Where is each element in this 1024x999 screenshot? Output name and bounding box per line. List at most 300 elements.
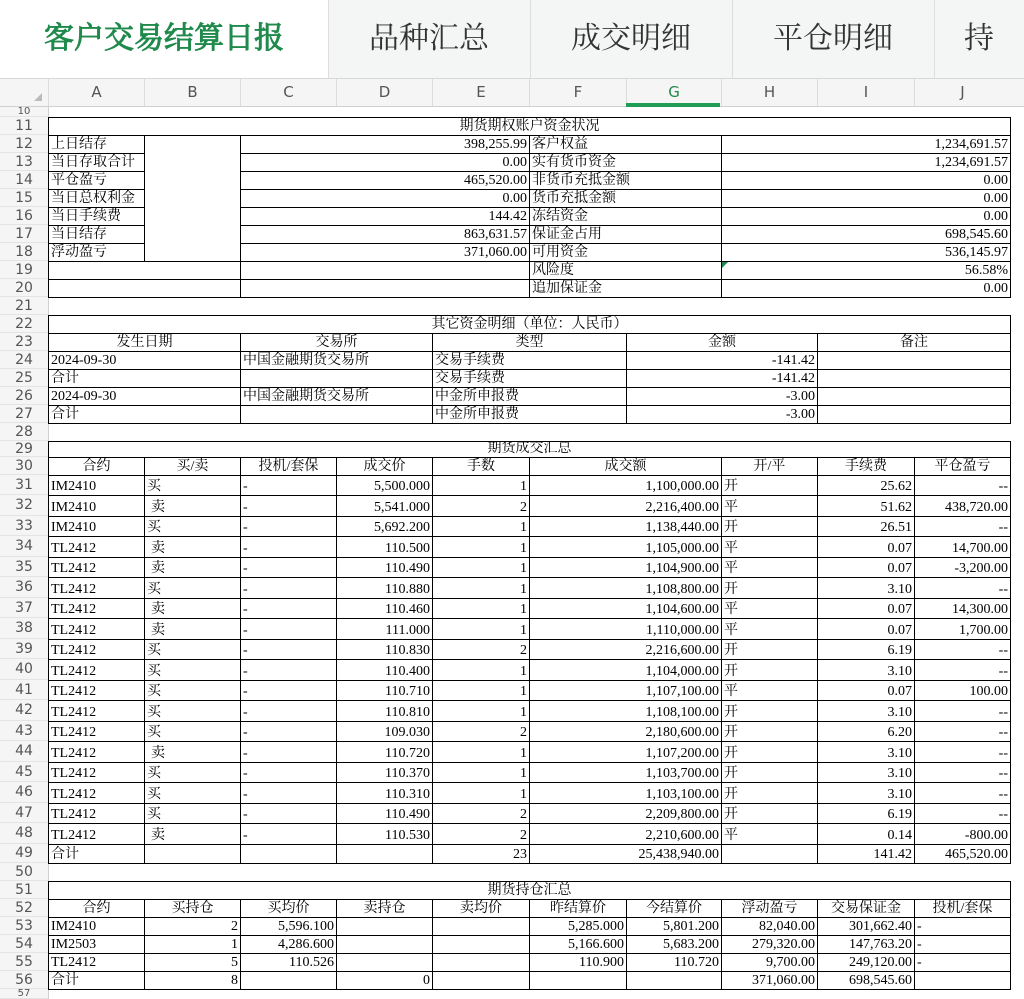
trade-fee-cell[interactable]: 51.62 — [817, 495, 915, 517]
trade-fee-cell[interactable]: 3.10 — [817, 659, 915, 681]
cell-E25[interactable]: 交易手续费 — [432, 369, 627, 388]
position-cell[interactable]: 1 — [144, 935, 241, 954]
trade-total-fee[interactable]: 141.42 — [817, 844, 915, 864]
trade-open-close-cell[interactable]: 开 — [721, 639, 818, 660]
trade-pnl-cell[interactable]: -- — [914, 762, 1011, 783]
trade-hedge-cell[interactable]: - — [240, 659, 337, 681]
cell-I30[interactable]: 手续费 — [817, 457, 915, 476]
position-cell[interactable] — [432, 917, 530, 936]
cell-A23[interactable]: 发生日期 — [48, 333, 241, 352]
sheet-tab[interactable]: 成交明细 — [530, 0, 733, 78]
position-cell[interactable]: 5,801.200 — [626, 917, 722, 936]
trade-side-cell[interactable]: 买 — [144, 700, 241, 722]
position-cell[interactable]: 82,040.00 — [721, 917, 818, 936]
cell-A30[interactable]: 合约 — [48, 457, 145, 476]
trade-price-cell[interactable]: 110.490 — [336, 803, 433, 824]
position-cell[interactable] — [914, 971, 1011, 990]
row-header-35[interactable]: 35 — [0, 557, 48, 577]
trade-fee-cell[interactable]: 3.10 — [817, 741, 915, 763]
cell-H30[interactable]: 开/平 — [721, 457, 818, 476]
column-header-A[interactable]: A — [48, 79, 144, 106]
trade-contract-cell[interactable]: TL2412 — [48, 639, 145, 660]
positions-header-cell[interactable]: 合约 — [48, 899, 145, 918]
trade-contract-cell[interactable]: TL2412 — [48, 557, 145, 578]
position-cell[interactable] — [336, 935, 433, 954]
trade-pnl-cell[interactable]: 1,700.00 — [914, 618, 1011, 640]
row-header-33[interactable]: 33 — [0, 516, 48, 536]
column-header-E[interactable]: E — [432, 79, 529, 106]
trade-lots-cell[interactable]: 2 — [432, 803, 530, 824]
trade-hedge-cell[interactable]: - — [240, 598, 337, 619]
position-cell[interactable] — [240, 971, 337, 990]
trade-side-cell[interactable]: 卖 — [144, 495, 241, 517]
row-header-11[interactable]: 11 — [0, 117, 48, 135]
cell-C15[interactable]: 0.00 — [240, 189, 530, 208]
trade-hedge-cell[interactable]: - — [240, 782, 337, 804]
cell-A15[interactable]: 当日总权利金 — [48, 189, 145, 208]
cell-E27[interactable]: 中金所申报费 — [432, 405, 627, 424]
column-header-F[interactable]: F — [529, 79, 626, 106]
trade-pnl-cell[interactable]: -- — [914, 577, 1011, 599]
row-header-36[interactable]: 36 — [0, 577, 48, 598]
positions-title[interactable]: 期货持仓汇总 — [48, 881, 1011, 900]
position-cell[interactable]: 0 — [336, 971, 433, 990]
trade-lots-cell[interactable]: 1 — [432, 618, 530, 640]
row-header-43[interactable]: 43 — [0, 721, 48, 741]
trade-side-cell[interactable]: 买 — [144, 782, 241, 804]
row-header-17[interactable]: 17 — [0, 225, 48, 243]
positions-header-cell[interactable]: 今结算价 — [626, 899, 722, 918]
cell-F13[interactable]: 实有货币资金 — [529, 153, 722, 172]
cell-H49[interactable] — [721, 844, 818, 864]
trade-contract-cell[interactable]: TL2412 — [48, 762, 145, 783]
cell-E26[interactable]: 中金所申报费 — [432, 387, 627, 406]
row-header-46[interactable]: 46 — [0, 782, 48, 803]
trade-price-cell[interactable]: 110.810 — [336, 700, 433, 722]
trade-lots-cell[interactable]: 1 — [432, 762, 530, 783]
trade-open-close-cell[interactable]: 平 — [721, 680, 818, 701]
cell-A24[interactable]: 2024-09-30 — [48, 351, 241, 370]
trade-price-cell[interactable]: 111.000 — [336, 618, 433, 640]
trade-open-close-cell[interactable]: 平 — [721, 598, 818, 619]
column-header-J[interactable]: J — [914, 79, 1010, 106]
sheet-tab[interactable]: 持 — [934, 0, 1024, 78]
trade-side-cell[interactable]: 卖 — [144, 598, 241, 619]
row-header-19[interactable]: 19 — [0, 261, 48, 279]
row-header-42[interactable]: 42 — [0, 700, 48, 721]
trade-open-close-cell[interactable]: 平 — [721, 536, 818, 558]
cell-H19[interactable]: 56.58% — [721, 261, 1011, 280]
trade-lots-cell[interactable]: 1 — [432, 680, 530, 701]
position-cell[interactable]: 8 — [144, 971, 241, 990]
row-header-15[interactable]: 15 — [0, 189, 48, 207]
trade-hedge-cell[interactable]: - — [240, 721, 337, 742]
trade-price-cell[interactable]: 110.880 — [336, 577, 433, 599]
trade-lots-cell[interactable]: 1 — [432, 741, 530, 763]
cell-J30[interactable]: 平仓盈亏 — [914, 457, 1011, 476]
trade-open-close-cell[interactable]: 开 — [721, 475, 818, 496]
row-header-30[interactable]: 30 — [0, 457, 48, 475]
trade-fee-cell[interactable]: 6.19 — [817, 803, 915, 824]
cell-F14[interactable]: 非货币充抵金额 — [529, 171, 722, 190]
trade-fee-cell[interactable]: 26.51 — [817, 516, 915, 537]
row-header-39[interactable]: 39 — [0, 639, 48, 659]
trade-amount-cell[interactable]: 2,216,600.00 — [529, 639, 722, 660]
trade-price-cell[interactable]: 5,692.200 — [336, 516, 433, 537]
trade-fee-cell[interactable]: 0.07 — [817, 598, 915, 619]
trade-amount-cell[interactable]: 2,209,800.00 — [529, 803, 722, 824]
cell-A18[interactable]: 浮动盈亏 — [48, 243, 145, 262]
trade-side-cell[interactable]: 买 — [144, 475, 241, 496]
cell-C49[interactable] — [240, 844, 337, 864]
trade-contract-cell[interactable]: TL2412 — [48, 577, 145, 599]
position-cell[interactable]: - — [914, 917, 1011, 936]
positions-header-cell[interactable]: 卖均价 — [432, 899, 530, 918]
row-header-50[interactable]: 50 — [0, 863, 48, 881]
trade-open-close-cell[interactable]: 平 — [721, 823, 818, 845]
positions-header-cell[interactable]: 买均价 — [240, 899, 337, 918]
position-cell[interactable]: 2 — [144, 917, 241, 936]
sheet-tab[interactable]: 客户交易结算日报 — [0, 0, 329, 78]
row-header-23[interactable]: 23 — [0, 333, 48, 351]
trade-side-cell[interactable]: 买 — [144, 577, 241, 599]
cell-C18[interactable]: 371,060.00 — [240, 243, 530, 262]
row-header-25[interactable]: 25 — [0, 369, 48, 387]
row-header-14[interactable]: 14 — [0, 171, 48, 189]
cell-F20[interactable]: 追加保证金 — [529, 279, 722, 298]
cell-H14[interactable]: 0.00 — [721, 171, 1011, 190]
position-cell[interactable] — [336, 917, 433, 936]
cell-H13[interactable]: 1,234,691.57 — [721, 153, 1011, 172]
trade-pnl-cell[interactable]: 14,300.00 — [914, 598, 1011, 619]
position-cell[interactable]: 5,683.200 — [626, 935, 722, 954]
row-header-52[interactable]: 52 — [0, 899, 48, 917]
trade-side-cell[interactable]: 买 — [144, 639, 241, 660]
trade-fee-cell[interactable]: 0.07 — [817, 557, 915, 578]
trade-amount-cell[interactable]: 2,216,400.00 — [529, 495, 722, 517]
trade-lots-cell[interactable]: 1 — [432, 782, 530, 804]
cell-G27[interactable]: -3.00 — [626, 405, 818, 424]
row-header-48[interactable]: 48 — [0, 823, 48, 844]
row-header-18[interactable]: 18 — [0, 243, 48, 261]
trade-side-cell[interactable]: 卖 — [144, 618, 241, 640]
position-cell[interactable]: 5,596.100 — [240, 917, 337, 936]
trade-open-close-cell[interactable]: 平 — [721, 495, 818, 517]
cell-C13[interactable]: 0.00 — [240, 153, 530, 172]
trade-side-cell[interactable]: 买 — [144, 659, 241, 681]
positions-header-cell[interactable]: 浮动盈亏 — [721, 899, 818, 918]
trade-side-cell[interactable]: 买 — [144, 680, 241, 701]
trade-price-cell[interactable]: 110.370 — [336, 762, 433, 783]
trade-pnl-cell[interactable]: -- — [914, 803, 1011, 824]
position-cell[interactable]: 9,700.00 — [721, 953, 818, 972]
position-cell[interactable]: 698,545.60 — [817, 971, 915, 990]
positions-header-cell[interactable]: 投机/套保 — [914, 899, 1011, 918]
trade-contract-cell[interactable]: TL2412 — [48, 598, 145, 619]
trade-hedge-cell[interactable]: - — [240, 516, 337, 537]
row-header-45[interactable]: 45 — [0, 762, 48, 782]
trade-pnl-cell[interactable]: -- — [914, 659, 1011, 681]
positions-header-cell[interactable]: 卖持仓 — [336, 899, 433, 918]
row-header-16[interactable]: 16 — [0, 207, 48, 225]
cell-F18[interactable]: 可用资金 — [529, 243, 722, 262]
cell-F17[interactable]: 保证金占用 — [529, 225, 722, 244]
row-header-12[interactable]: 12 — [0, 135, 48, 153]
cell-G26[interactable]: -3.00 — [626, 387, 818, 406]
trade-price-cell[interactable]: 110.400 — [336, 659, 433, 681]
trade-lots-cell[interactable]: 2 — [432, 823, 530, 845]
cell-F30[interactable]: 成交额 — [529, 457, 722, 476]
trade-contract-cell[interactable]: TL2412 — [48, 536, 145, 558]
position-cell[interactable]: 301,662.40 — [817, 917, 915, 936]
trade-fee-cell[interactable]: 6.20 — [817, 721, 915, 742]
trade-lots-cell[interactable]: 1 — [432, 536, 530, 558]
cell-F16[interactable]: 冻结资金 — [529, 207, 722, 226]
trade-fee-cell[interactable]: 0.14 — [817, 823, 915, 845]
trade-open-close-cell[interactable]: 开 — [721, 762, 818, 783]
row-header-57[interactable]: 57 — [0, 989, 48, 999]
trade-pnl-cell[interactable]: -- — [914, 721, 1011, 742]
position-cell[interactable]: 合计 — [48, 971, 145, 990]
cell-E30[interactable]: 手数 — [432, 457, 530, 476]
trade-open-close-cell[interactable]: 平 — [721, 557, 818, 578]
row-header-31[interactable]: 31 — [0, 475, 48, 495]
trade-amount-cell[interactable]: 2,180,600.00 — [529, 721, 722, 742]
trade-open-close-cell[interactable]: 开 — [721, 803, 818, 824]
row-header-44[interactable]: 44 — [0, 741, 48, 762]
trade-price-cell[interactable]: 110.530 — [336, 823, 433, 845]
row-header-38[interactable]: 38 — [0, 618, 48, 639]
trade-lots-cell[interactable]: 2 — [432, 721, 530, 742]
trade-hedge-cell[interactable]: - — [240, 495, 337, 517]
cell-C26[interactable]: 中国金融期货交易所 — [240, 387, 433, 406]
positions-header-cell[interactable]: 交易保证金 — [817, 899, 915, 918]
trade-hedge-cell[interactable]: - — [240, 577, 337, 599]
trade-lots-cell[interactable]: 1 — [432, 598, 530, 619]
trade-price-cell[interactable]: 110.310 — [336, 782, 433, 804]
trade-contract-cell[interactable]: TL2412 — [48, 823, 145, 845]
trade-fee-cell[interactable]: 0.07 — [817, 618, 915, 640]
cell-I25[interactable] — [817, 369, 1011, 388]
position-cell[interactable] — [432, 953, 530, 972]
trade-open-close-cell[interactable]: 开 — [721, 700, 818, 722]
cell-A14[interactable]: 平仓盈亏 — [48, 171, 145, 190]
row-header-56[interactable]: 56 — [0, 971, 48, 989]
cell-F12[interactable]: 客户权益 — [529, 135, 722, 154]
trade-total-amount[interactable]: 25,438,940.00 — [529, 844, 722, 864]
cell-I24[interactable] — [817, 351, 1011, 370]
trade-pnl-cell[interactable]: -- — [914, 516, 1011, 537]
trade-side-cell[interactable]: 卖 — [144, 536, 241, 558]
trade-pnl-cell[interactable]: -- — [914, 475, 1011, 496]
trade-contract-cell[interactable]: TL2412 — [48, 741, 145, 763]
trade-fee-cell[interactable]: 3.10 — [817, 782, 915, 804]
row-header-51[interactable]: 51 — [0, 881, 48, 899]
trade-total-lots[interactable]: 23 — [432, 844, 530, 864]
position-cell[interactable]: 279,320.00 — [721, 935, 818, 954]
trade-contract-cell[interactable]: TL2412 — [48, 680, 145, 701]
sheet-tab[interactable]: 品种汇总 — [328, 0, 531, 78]
row-header-26[interactable]: 26 — [0, 387, 48, 405]
cell-A27[interactable]: 合计 — [48, 405, 241, 424]
column-header-D[interactable]: D — [336, 79, 432, 106]
row-header-32[interactable]: 32 — [0, 495, 48, 516]
cell-C20[interactable] — [240, 279, 530, 298]
trade-price-cell[interactable]: 5,541.000 — [336, 495, 433, 517]
cell-D49[interactable] — [336, 844, 433, 864]
trade-pnl-cell[interactable]: 438,720.00 — [914, 495, 1011, 517]
trade-hedge-cell[interactable]: - — [240, 557, 337, 578]
position-cell[interactable]: IM2410 — [48, 917, 145, 936]
position-cell[interactable]: 371,060.00 — [721, 971, 818, 990]
position-cell[interactable] — [432, 935, 530, 954]
cell-H20[interactable]: 0.00 — [721, 279, 1011, 298]
trade-pnl-cell[interactable]: -800.00 — [914, 823, 1011, 845]
cell-F19[interactable]: 风险度 — [529, 261, 722, 280]
trade-open-close-cell[interactable]: 开 — [721, 577, 818, 599]
trade-amount-cell[interactable]: 1,104,900.00 — [529, 557, 722, 578]
row-header-29[interactable]: 29 — [0, 441, 48, 457]
cell-A13[interactable]: 当日存取合计 — [48, 153, 145, 172]
position-cell[interactable]: 5,166.600 — [529, 935, 627, 954]
row-header-53[interactable]: 53 — [0, 917, 48, 935]
trade-price-cell[interactable]: 110.830 — [336, 639, 433, 660]
trade-fee-cell[interactable]: 0.07 — [817, 536, 915, 558]
cell-H16[interactable]: 0.00 — [721, 207, 1011, 226]
cell-G24[interactable]: -141.42 — [626, 351, 818, 370]
cell-A12[interactable]: 上日结存 — [48, 135, 145, 154]
row-header-54[interactable]: 54 — [0, 935, 48, 953]
cell-A11[interactable]: 期货期权账户资金状况 — [48, 117, 1011, 136]
trade-lots-cell[interactable]: 2 — [432, 639, 530, 660]
position-cell[interactable]: 110.900 — [529, 953, 627, 972]
trade-side-cell[interactable]: 买 — [144, 762, 241, 783]
position-cell[interactable]: 249,120.00 — [817, 953, 915, 972]
trade-hedge-cell[interactable]: - — [240, 762, 337, 783]
trade-open-close-cell[interactable]: 开 — [721, 516, 818, 537]
position-cell[interactable]: - — [914, 935, 1011, 954]
trade-open-close-cell[interactable]: 开 — [721, 782, 818, 804]
trade-hedge-cell[interactable]: - — [240, 700, 337, 722]
row-header-47[interactable]: 47 — [0, 803, 48, 823]
trade-lots-cell[interactable]: 1 — [432, 659, 530, 681]
position-cell[interactable]: IM2503 — [48, 935, 145, 954]
trade-pnl-cell[interactable]: 14,700.00 — [914, 536, 1011, 558]
trade-lots-cell[interactable]: 1 — [432, 577, 530, 599]
column-header-G[interactable]: G — [626, 79, 721, 106]
trade-amount-cell[interactable]: 1,100,000.00 — [529, 475, 722, 496]
position-cell[interactable]: 110.720 — [626, 953, 722, 972]
trade-amount-cell[interactable]: 1,103,700.00 — [529, 762, 722, 783]
trade-amount-cell[interactable]: 1,107,100.00 — [529, 680, 722, 701]
trade-contract-cell[interactable]: IM2410 — [48, 516, 145, 537]
trade-price-cell[interactable]: 110.720 — [336, 741, 433, 763]
trade-lots-cell[interactable]: 2 — [432, 495, 530, 517]
trade-side-cell[interactable]: 卖 — [144, 557, 241, 578]
trade-fee-cell[interactable]: 3.10 — [817, 577, 915, 599]
trade-price-cell[interactable]: 110.490 — [336, 557, 433, 578]
row-header-55[interactable]: 55 — [0, 953, 48, 971]
trade-contract-cell[interactable]: TL2412 — [48, 700, 145, 722]
row-header-13[interactable]: 13 — [0, 153, 48, 171]
cell-E23[interactable]: 类型 — [432, 333, 627, 352]
row-header-49[interactable]: 49 — [0, 844, 48, 863]
position-cell[interactable] — [432, 971, 530, 990]
trade-hedge-cell[interactable]: - — [240, 536, 337, 558]
trade-fee-cell[interactable]: 3.10 — [817, 700, 915, 722]
sheet-tab[interactable]: 平仓明细 — [732, 0, 935, 78]
row-header-40[interactable]: 40 — [0, 659, 48, 680]
trade-contract-cell[interactable]: TL2412 — [48, 721, 145, 742]
cell-A16[interactable]: 当日手续费 — [48, 207, 145, 226]
row-header-20[interactable]: 20 — [0, 279, 48, 297]
cell-C23[interactable]: 交易所 — [240, 333, 433, 352]
trade-hedge-cell[interactable]: - — [240, 475, 337, 496]
cell-A22[interactable]: 其它资金明细（单位：人民币） — [48, 315, 1011, 334]
trade-lots-cell[interactable]: 1 — [432, 557, 530, 578]
position-cell[interactable] — [529, 971, 627, 990]
row-header-10[interactable]: 10 — [0, 107, 48, 117]
position-cell[interactable] — [626, 971, 722, 990]
trade-side-cell[interactable]: 买 — [144, 721, 241, 742]
column-header-I[interactable]: I — [817, 79, 914, 106]
cell-A29[interactable]: 期货成交汇总 — [48, 441, 1011, 458]
trade-lots-cell[interactable]: 1 — [432, 516, 530, 537]
cell-E24[interactable]: 交易手续费 — [432, 351, 627, 370]
trade-price-cell[interactable]: 5,500.000 — [336, 475, 433, 496]
trade-open-close-cell[interactable]: 开 — [721, 721, 818, 742]
trade-amount-cell[interactable]: 1,110,000.00 — [529, 618, 722, 640]
column-header-H[interactable]: H — [721, 79, 817, 106]
trade-side-cell[interactable]: 买 — [144, 516, 241, 537]
cell-G25[interactable]: -141.42 — [626, 369, 818, 388]
trade-pnl-cell[interactable]: 100.00 — [914, 680, 1011, 701]
trade-amount-cell[interactable]: 1,107,200.00 — [529, 741, 722, 763]
trade-side-cell[interactable]: 买 — [144, 803, 241, 824]
trade-price-cell[interactable]: 109.030 — [336, 721, 433, 742]
row-header-21[interactable]: 21 — [0, 297, 48, 315]
trade-amount-cell[interactable]: 2,210,600.00 — [529, 823, 722, 845]
trade-contract-cell[interactable]: IM2410 — [48, 475, 145, 496]
trade-hedge-cell[interactable]: - — [240, 618, 337, 640]
position-cell[interactable]: 5 — [144, 953, 241, 972]
position-cell[interactable]: 147,763.20 — [817, 935, 915, 954]
trade-price-cell[interactable]: 110.460 — [336, 598, 433, 619]
row-header-37[interactable]: 37 — [0, 598, 48, 618]
trade-amount-cell[interactable]: 1,104,000.00 — [529, 659, 722, 681]
trade-fee-cell[interactable]: 3.10 — [817, 762, 915, 783]
cell-C16[interactable]: 144.42 — [240, 207, 530, 226]
trade-contract-cell[interactable]: TL2412 — [48, 618, 145, 640]
trade-amount-cell[interactable]: 1,108,100.00 — [529, 700, 722, 722]
position-cell[interactable] — [336, 953, 433, 972]
cell-H18[interactable]: 536,145.97 — [721, 243, 1011, 262]
cell-C24[interactable]: 中国金融期货交易所 — [240, 351, 433, 370]
trade-amount-cell[interactable]: 1,104,600.00 — [529, 598, 722, 619]
cell-H12[interactable]: 1,234,691.57 — [721, 135, 1011, 154]
cell-I26[interactable] — [817, 387, 1011, 406]
cell-A26[interactable]: 2024-09-30 — [48, 387, 241, 406]
trade-open-close-cell[interactable]: 开 — [721, 659, 818, 681]
trade-side-cell[interactable]: 卖 — [144, 741, 241, 763]
row-header-22[interactable]: 22 — [0, 315, 48, 333]
cell-C12[interactable]: 398,255.99 — [240, 135, 530, 154]
position-cell[interactable]: 5,285.000 — [529, 917, 627, 936]
row-header-34[interactable]: 34 — [0, 536, 48, 557]
trade-open-close-cell[interactable]: 开 — [721, 741, 818, 763]
trade-hedge-cell[interactable]: - — [240, 680, 337, 701]
cell-A19[interactable] — [48, 261, 241, 280]
